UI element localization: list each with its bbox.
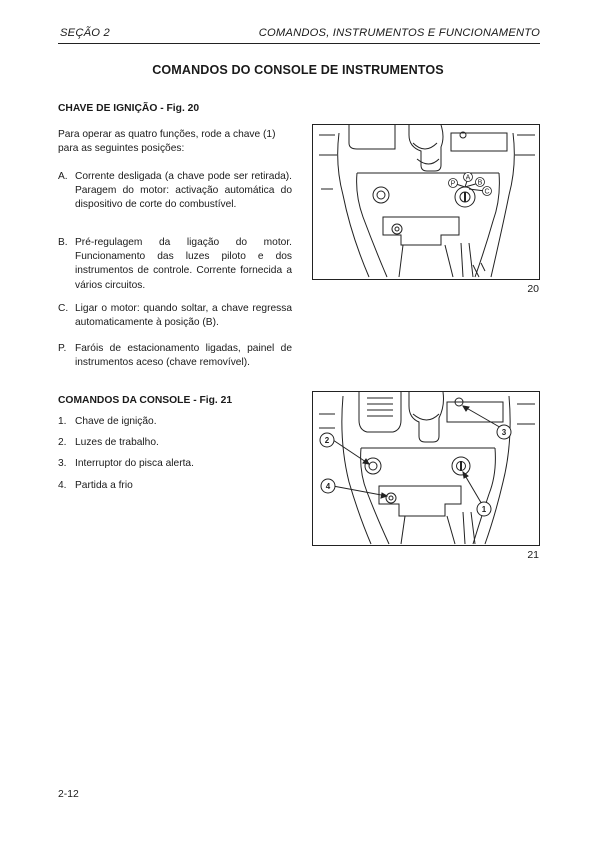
ignition-console-drawing (313, 125, 539, 279)
callout-p: P (450, 180, 456, 188)
console-item-4 (58, 479, 292, 493)
callout-b: B (477, 179, 483, 187)
item-text: Interruptor do pisca alerta. (75, 458, 194, 469)
figure-20-number: 20 (527, 283, 539, 295)
item-label: B. (58, 237, 68, 248)
figure-21-number: 21 (527, 549, 539, 561)
header-rule (58, 43, 540, 44)
callout-1: 1 (481, 505, 487, 514)
figure-20-ignition-key (312, 124, 540, 280)
ignition-item-p (58, 342, 292, 370)
header-section: SEÇÃO 2 (60, 27, 110, 39)
item-text: Ligar o motor: quando soltar, a chave regressa automaticamente à posição (B). (75, 303, 292, 329)
ignition-item-c (58, 302, 292, 330)
item-label: P. (58, 343, 67, 354)
item-label: A. (58, 171, 68, 182)
item-label: 3. (58, 458, 67, 469)
item-text: Chave de ignição. (75, 416, 157, 427)
ignition-item-a (58, 170, 292, 213)
item-label: C. (58, 303, 69, 314)
console-controls-drawing (313, 392, 539, 545)
callout-2: 2 (324, 436, 330, 445)
ignition-intro: Para operar as quatro funções, rode a chave (1) para as seguintes posições: (58, 129, 276, 155)
callout-c: C (484, 188, 490, 196)
item-label: 2. (58, 437, 67, 448)
item-text: Luzes de trabalho. (75, 437, 159, 448)
ignition-item-b (58, 236, 292, 293)
page-number: 2-12 (58, 789, 79, 800)
console-item-2 (58, 436, 292, 450)
item-text: Faróis de estacionamento ligadas, painel de instrumentos aceso (chave removível). (75, 343, 292, 369)
console-heading: COMANDOS DA CONSOLE - Fig. 21 (58, 395, 233, 406)
header-chapter: COMANDOS, INSTRUMENTOS E FUNCIONAMENTO (258, 27, 540, 39)
callout-a: A (465, 174, 471, 182)
item-text: Partida a frio (75, 480, 133, 491)
page-title: COMANDOS DO CONSOLE DE INSTRUMENTOS (152, 63, 444, 77)
ignition-heading: CHAVE DE IGNIÇÃO - Fig. 20 (58, 103, 200, 114)
callout-3: 3 (501, 428, 507, 437)
item-text: Pré-regulagem da ligação do motor. Funcionamento das luzes piloto e dos instrumentos de controle. Corrente fornecida a vários circuitos. (75, 237, 292, 291)
figure-21-console-controls (312, 391, 540, 546)
console-item-3 (58, 457, 292, 471)
item-label: 1. (58, 416, 67, 427)
item-label: 4. (58, 480, 67, 491)
console-item-1 (58, 415, 292, 429)
item-text: Corrente desligada (a chave pode ser retirada). Paragem do motor: activação automática do dispositivo de corte do combustível. (75, 171, 292, 211)
callout-4: 4 (325, 482, 331, 491)
